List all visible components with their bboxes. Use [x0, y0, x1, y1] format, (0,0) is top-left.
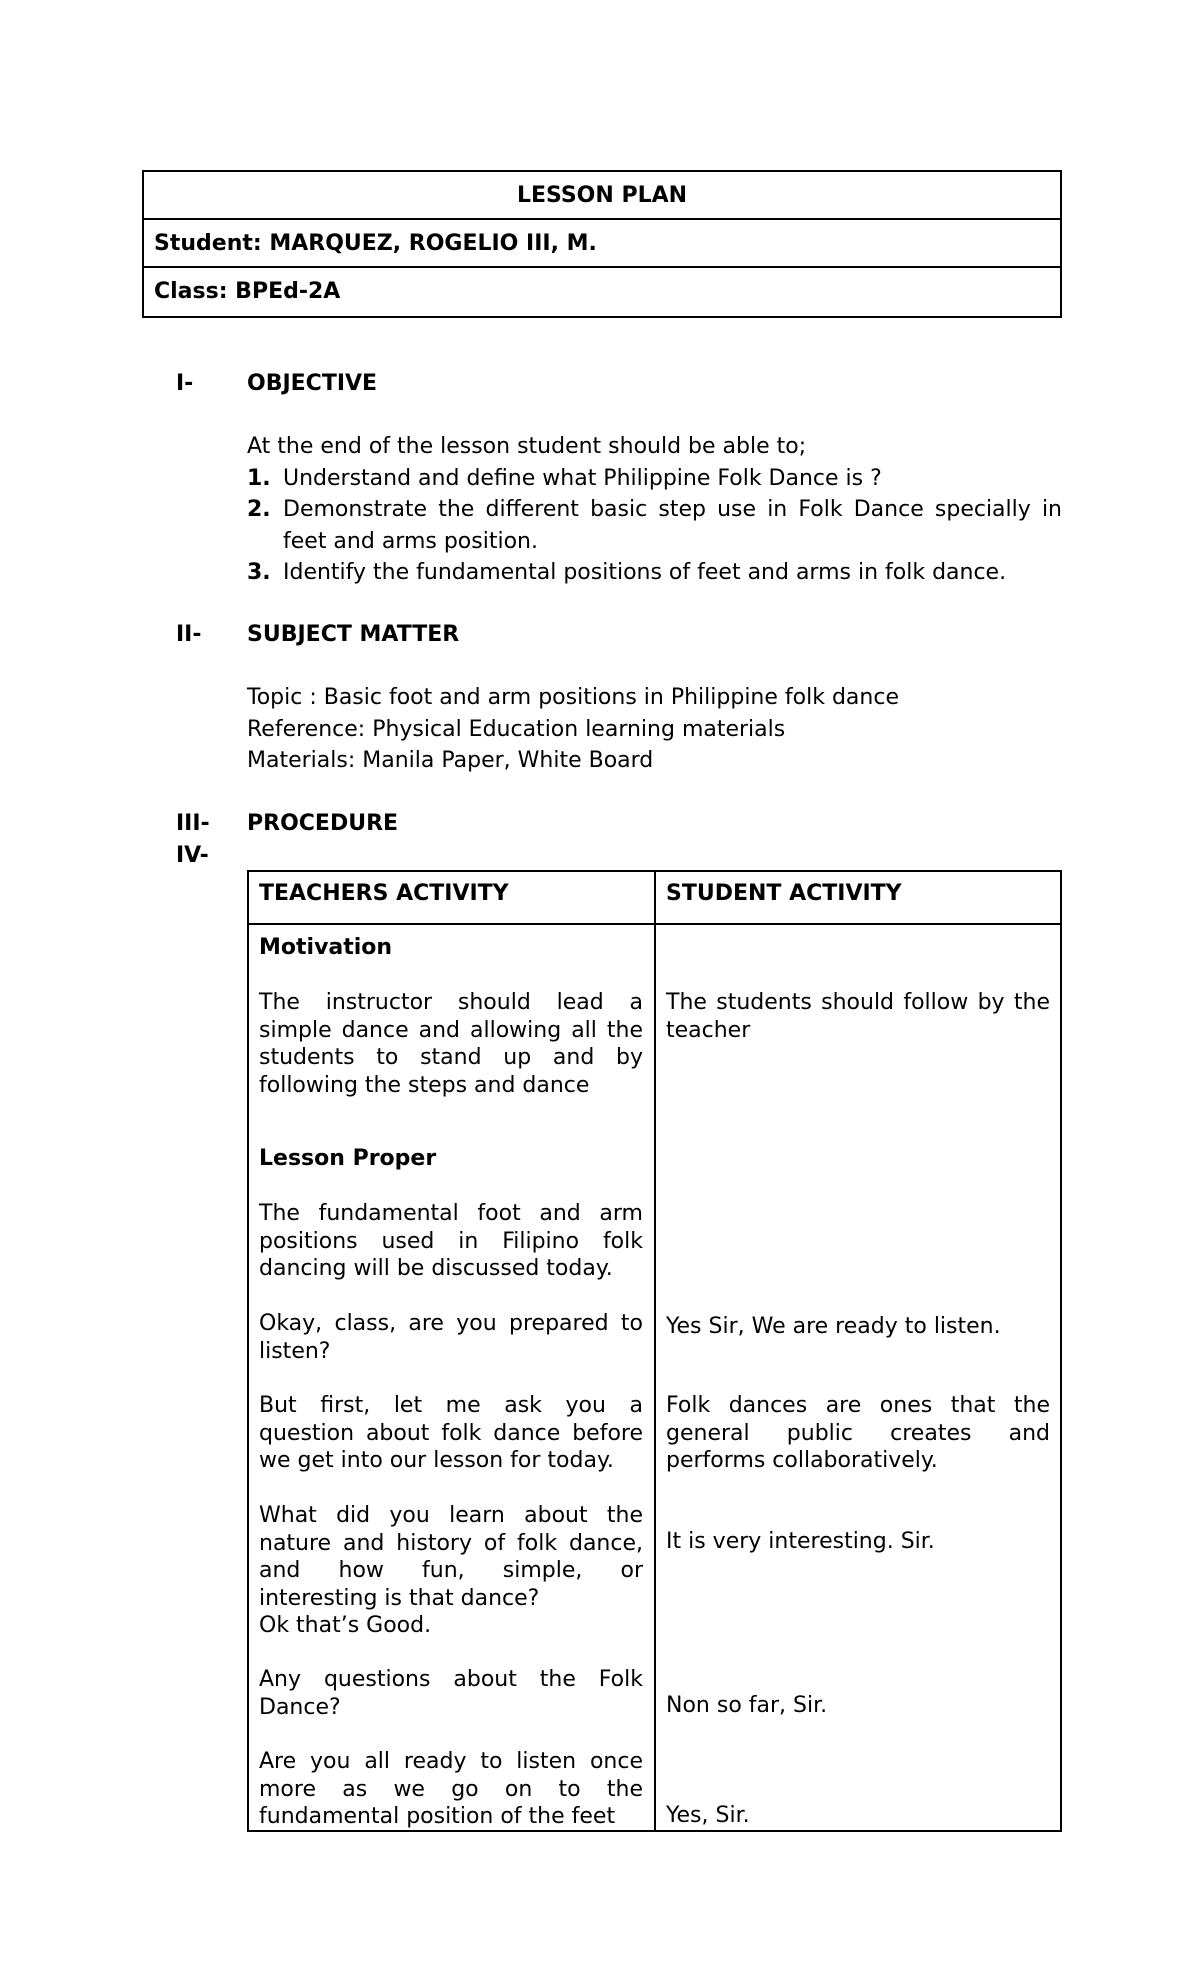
teacher-question-1: Okay, class, are you prepared to listen?: [259, 1311, 643, 1364]
objective-intro: At the end of the lesson student should be able to;: [247, 434, 807, 459]
student-answer-5: Yes, Sir.: [666, 1803, 750, 1828]
teacher-question-3-text: What did you learn about the nature and history of folk dance, and how fun, simple, or interesting is that dance?: [259, 1503, 643, 1611]
motivation-student-text: The students should follow by the teacher: [666, 990, 1050, 1043]
subject-matter-body: [247, 682, 1062, 777]
student-name: Student: MARQUEZ, ROGELIO III, M.: [144, 220, 1060, 268]
objective-item: [247, 463, 1062, 495]
student-answer-2: Folk dances are ones that the general public creates and performs collaboratively.: [666, 1393, 1050, 1473]
lesson-intro-text: The fundamental foot and arm positions used in Filipino folk dancing will be discussed today.: [259, 1201, 643, 1281]
objective-title: OBJECTIVE: [247, 371, 378, 396]
objective-list: [247, 463, 1062, 589]
teacher-question-2: But first, let me ask you a question about folk dance before we get into our lesson for today.: [259, 1393, 643, 1473]
class-name: Class: BPEd-2A: [154, 279, 341, 304]
student-answer-4: Non so far, Sir.: [666, 1693, 828, 1718]
subject-materials: Materials: Manila Paper, White Board: [247, 748, 654, 773]
objective-item-number: 2.: [247, 497, 271, 522]
objective-item-text: Understand and define what Philippine Folk Dance is ?: [283, 465, 882, 491]
subject-matter-title: SUBJECT MATTER: [247, 622, 460, 647]
motivation-teacher-text: The instructor should lead a simple dance and allowing all the students to stand up and by following the steps and dance: [259, 990, 643, 1098]
objective-item: [247, 557, 1062, 589]
lesson-proper-heading: Lesson Proper: [259, 1146, 437, 1171]
procedure-title: PROCEDURE: [247, 811, 399, 836]
procedure-numeral-extra: IV-: [176, 843, 209, 868]
motivation-heading: Motivation: [259, 935, 393, 960]
objective-item-number: 1.: [247, 465, 271, 491]
student-answer-3: It is very interesting. Sir.: [666, 1529, 935, 1554]
objective-numeral: I-: [176, 371, 194, 396]
subject-reference: Reference: Physical Education learning materials: [247, 716, 786, 742]
lesson-plan-title: LESSON PLAN: [144, 172, 1060, 220]
objective-item-number: 3.: [247, 560, 271, 585]
objective-item: [247, 494, 1062, 557]
student-activity-header: STUDENT ACTIVITY: [666, 881, 902, 906]
objective-body: [247, 431, 1062, 589]
teacher-question-4: Any questions about the Folk Dance?: [259, 1667, 643, 1720]
objective-item-text: Identify the fundamental positions of feet and arms in folk dance.: [283, 560, 1007, 585]
header-divider: [249, 923, 1060, 925]
teacher-question-3: [259, 1502, 643, 1640]
lesson-plan-header: [142, 170, 1062, 318]
objective-item-text: Demonstrate the different basic step use in Folk Dance specially in feet and arms position.: [283, 497, 1062, 554]
teacher-question-3-followup: Ok that’s Good.: [259, 1613, 432, 1638]
subject-topic: Topic : Basic foot and arm positions in Philippine folk dance: [247, 685, 899, 710]
procedure-table: [247, 870, 1062, 1832]
student-answer-1: Yes Sir, We are ready to listen.: [666, 1314, 1001, 1339]
teachers-activity-header: TEACHERS ACTIVITY: [259, 881, 509, 906]
procedure-numeral: III-: [176, 811, 210, 836]
column-divider: [654, 872, 656, 1830]
subject-matter-numeral: II-: [176, 622, 202, 647]
teacher-question-5: Are you all ready to listen once more as we go on to the fundamental position of the feet: [259, 1749, 643, 1829]
